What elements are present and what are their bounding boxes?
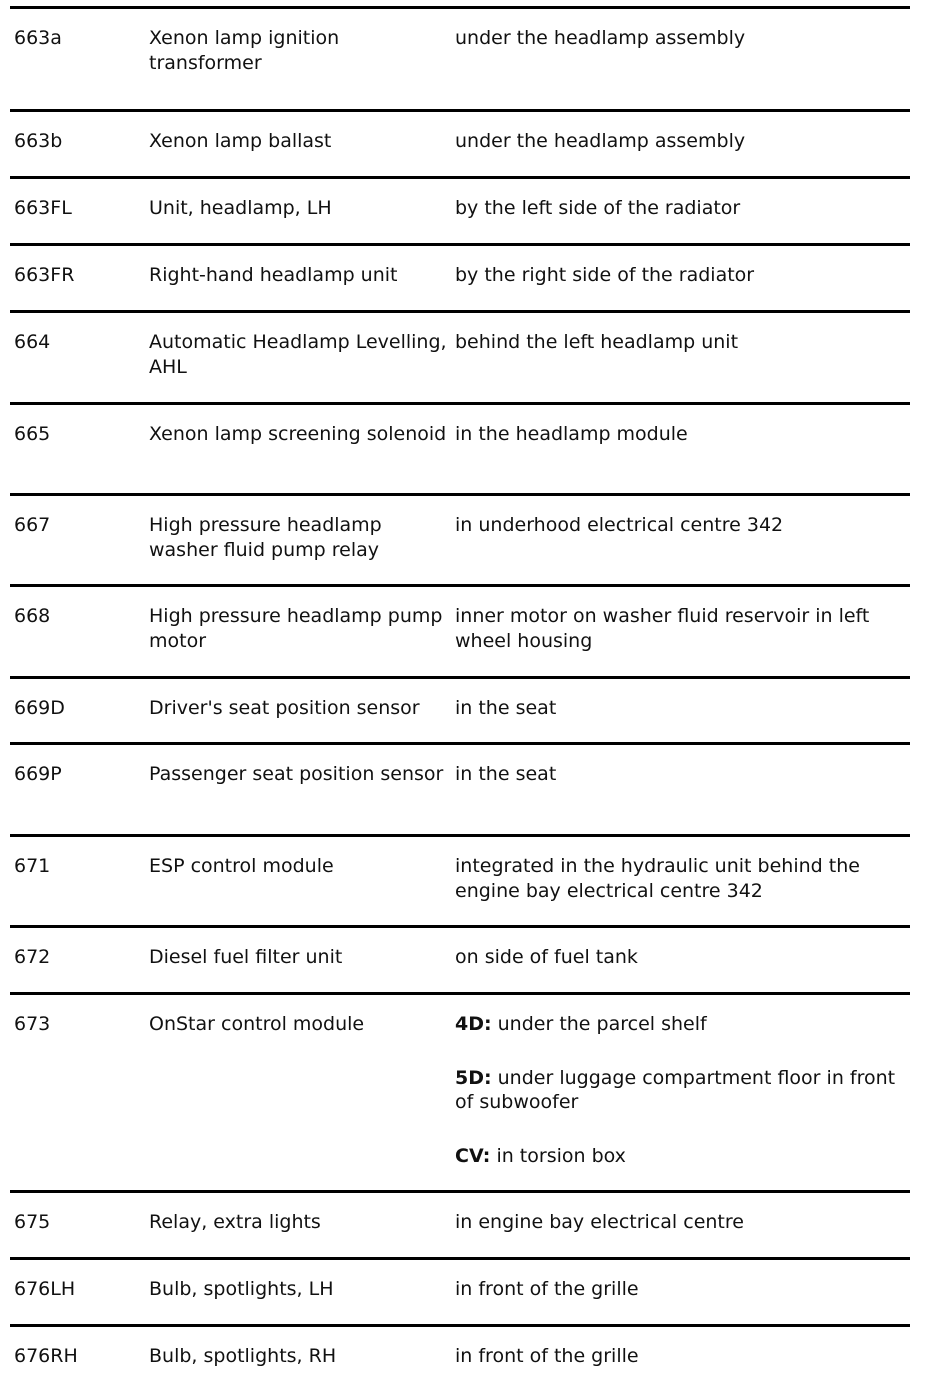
variant-label: 4D: (455, 1013, 492, 1035)
component-cell (149, 994, 455, 1192)
code-cell (10, 1192, 149, 1259)
component-cell (149, 312, 455, 404)
component-cell (149, 495, 455, 586)
variant-location: under luggage compartment floor in front of subwoofer (455, 1066, 896, 1113)
variant-location: in torsion box (490, 1144, 626, 1167)
location-cell (455, 1326, 910, 1387)
component-location: in the headlamp module (455, 423, 688, 445)
code-cell (10, 404, 149, 495)
location-cell (455, 836, 910, 927)
code-cell (10, 312, 149, 404)
table-row (10, 678, 910, 744)
component-location: integrated in the hydraulic unit behind the engine bay electrical centre 342 (455, 855, 860, 902)
component-location: under the headlamp assembly (455, 27, 746, 49)
component-cell (149, 744, 455, 836)
component-name: Unit, headlamp, LH (149, 197, 332, 219)
table-row (10, 312, 910, 404)
code-cell (10, 1326, 149, 1387)
component-name: Diesel fuel filter unit (149, 946, 343, 968)
component-location: in front of the grille (455, 1278, 639, 1300)
code-cell (10, 836, 149, 927)
table-row (10, 1326, 910, 1387)
component-cell (149, 1192, 455, 1259)
component-name: High pressure headlamp pump motor (149, 605, 443, 652)
table-row (10, 8, 910, 111)
table-row (10, 994, 910, 1192)
component-code: 672 (14, 946, 51, 968)
table-row (10, 111, 910, 178)
component-location: by the left side of the radiator (455, 197, 741, 219)
component-name: Bulb, spotlights, RH (149, 1345, 337, 1367)
component-cell (149, 1259, 455, 1326)
variant-label: CV: (455, 1144, 491, 1167)
component-name: Xenon lamp ballast (149, 130, 332, 152)
variant-label: 5D: (455, 1066, 492, 1089)
component-code: 676LH (14, 1278, 76, 1300)
code-cell (10, 495, 149, 586)
location-cell (455, 1192, 910, 1259)
component-cell (149, 8, 455, 111)
component-location: in underhood electrical centre 342 (455, 514, 784, 536)
code-cell (10, 586, 149, 678)
table-row (10, 178, 910, 245)
code-cell (10, 744, 149, 836)
location-cell (455, 111, 910, 178)
code-cell (10, 178, 149, 245)
location-cell (455, 927, 910, 994)
code-cell (10, 8, 149, 111)
component-code: 663FR (14, 264, 75, 286)
table-row (10, 1259, 910, 1326)
component-code: 663FL (14, 197, 72, 219)
table-row (10, 245, 910, 312)
location-cell (455, 404, 910, 495)
location-cell (455, 495, 910, 586)
component-code: 665 (14, 423, 51, 445)
component-name: Xenon lamp screening solenoid (149, 423, 447, 445)
code-cell (10, 245, 149, 312)
component-code: 664 (14, 331, 51, 353)
code-cell (10, 994, 149, 1192)
component-code: 669D (14, 697, 65, 719)
component-cell (149, 836, 455, 927)
component-location: inner motor on washer fluid reservoir in left wheel housing (455, 605, 870, 652)
location-cell (455, 178, 910, 245)
table-row (10, 586, 910, 678)
component-code: 669P (14, 763, 62, 785)
component-cell (149, 678, 455, 744)
location-cell (455, 312, 910, 404)
code-cell (10, 927, 149, 994)
table-row (10, 836, 910, 927)
component-name: Relay, extra lights (149, 1211, 321, 1233)
component-name: High pressure headlamp washer fluid pump relay (149, 514, 382, 561)
component-code: 675 (14, 1211, 51, 1233)
component-location: by the right side of the radiator (455, 264, 755, 286)
code-cell (10, 1259, 149, 1326)
table-row (10, 927, 910, 994)
component-cell (149, 245, 455, 312)
location-variant (455, 1066, 910, 1115)
component-location: in engine bay electrical centre (455, 1211, 744, 1233)
location-variant (455, 1012, 910, 1037)
location-cell (455, 1259, 910, 1326)
component-cell (149, 586, 455, 678)
component-code: 668 (14, 605, 51, 627)
component-location: in the seat (455, 697, 557, 719)
location-cell (455, 678, 910, 744)
location-cell (455, 8, 910, 111)
component-name: Driver's seat position sensor (149, 697, 420, 719)
component-location: behind the left headlamp unit (455, 331, 739, 353)
component-location: in the seat (455, 763, 557, 785)
table-row (10, 404, 910, 495)
location-cell (455, 994, 910, 1192)
location-cell (455, 744, 910, 836)
location-cell (455, 586, 910, 678)
location-variant (455, 1144, 910, 1169)
component-location: in front of the grille (455, 1345, 639, 1367)
component-code: 671 (14, 855, 51, 877)
component-cell (149, 178, 455, 245)
component-location: on side of fuel tank (455, 946, 638, 968)
code-cell (10, 111, 149, 178)
table-row (10, 495, 910, 586)
component-cell (149, 111, 455, 178)
component-name: Xenon lamp ignition transformer (149, 27, 340, 74)
component-name: Automatic Headlamp Levelling, AHL (149, 331, 447, 378)
component-code: 676RH (14, 1345, 78, 1367)
variant-location: under the parcel shelf (491, 1013, 707, 1035)
component-name: ESP control module (149, 855, 334, 877)
component-name: Passenger seat position sensor (149, 763, 444, 785)
component-code: 663b (14, 130, 63, 152)
component-name: Right-hand headlamp unit (149, 264, 398, 286)
location-cell (455, 245, 910, 312)
component-name: OnStar control module (149, 1013, 365, 1035)
component-cell (149, 1326, 455, 1387)
code-cell (10, 678, 149, 744)
table-row (10, 1192, 910, 1259)
component-cell (149, 404, 455, 495)
component-code: 667 (14, 514, 51, 536)
component-cell (149, 927, 455, 994)
component-location-table (10, 6, 910, 1387)
component-code: 673 (14, 1013, 51, 1035)
component-name: Bulb, spotlights, LH (149, 1278, 334, 1300)
table-row (10, 744, 910, 836)
component-code: 663a (14, 27, 62, 49)
component-location: under the headlamp assembly (455, 130, 746, 152)
